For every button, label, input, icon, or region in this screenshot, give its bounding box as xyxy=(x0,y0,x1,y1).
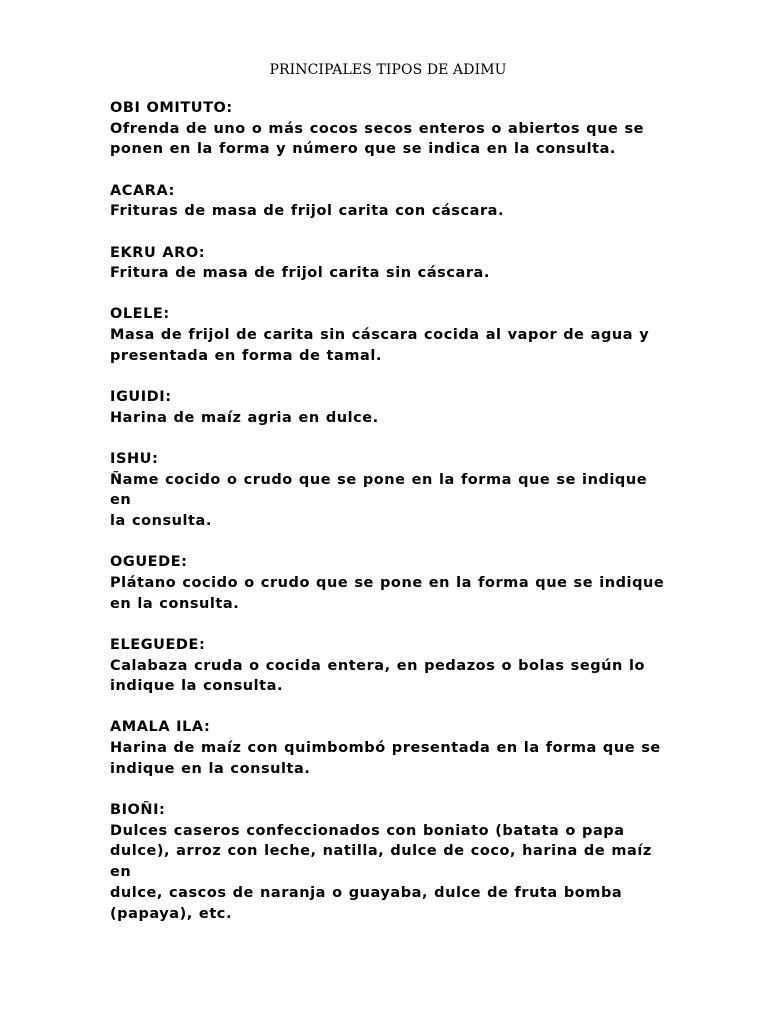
entry-definition: Plátano cocido o crudo que se pone en la forma que se indique en la consulta. xyxy=(110,574,665,612)
entry-term: IGUIDI: xyxy=(110,389,172,406)
entry-obi-omituto xyxy=(110,98,670,160)
entry-eleguede xyxy=(110,635,670,697)
entry-olele xyxy=(110,304,670,366)
entry-term: ELEGUEDE: xyxy=(110,636,206,653)
entry-ekru-aro xyxy=(110,243,670,284)
entry-acara xyxy=(110,181,670,222)
entry-term: BIOÑI: xyxy=(110,802,166,819)
entry-ishu xyxy=(110,449,670,532)
entry-term: OBI OMITUTO: xyxy=(110,100,233,116)
document-title: PRINCIPALES TIPOS DE ADIMU xyxy=(269,62,507,78)
entry-definition: Frituras de masa de frijol carita con cáscara. xyxy=(110,203,505,220)
entry-amala-ila xyxy=(110,717,670,779)
entry-iguidi xyxy=(110,387,670,428)
entry-oguede xyxy=(110,552,670,614)
entry-definition: Calabaza cruda o cocida entera, en pedazos o bolas según lo indique la consulta. xyxy=(110,657,646,695)
entry-term: ACARA: xyxy=(110,182,175,199)
entry-bioni xyxy=(110,800,670,924)
entry-definition: Ofrenda de uno o más cocos secos enteros o abiertos que se ponen en la forma y número que se indica en la consulta. xyxy=(110,120,645,158)
entry-term: EKRU ARO: xyxy=(110,244,206,261)
entry-term: OLELE: xyxy=(110,306,170,323)
entry-term: ISHU: xyxy=(110,450,159,467)
entry-definition: Harina de maíz con quimbombó presentada en la forma que se indique en la consulta. xyxy=(110,740,661,777)
entry-definition: Harina de maíz agria en dulce. xyxy=(110,409,379,426)
entry-definition: Ñame cocido o crudo que se pone en la forma que se indique en la consulta. xyxy=(110,471,648,530)
entry-term: OGUEDE: xyxy=(110,554,188,571)
entry-term: AMALA ILA: xyxy=(110,719,211,736)
entry-definition: Fritura de masa de frijol carita sin cáscara. xyxy=(110,265,490,282)
entry-list xyxy=(110,98,670,945)
entry-definition: Dulces caseros confeccionados con boniato (batata o papa dulce), arroz con leche, natilla, dulce de coco, harina de maíz en dulce, cascos de naranja o guayaba, dulce de fruta bomba (papaya), etc. xyxy=(110,822,652,922)
entry-definition: Masa de frijol de carita sin cáscara cocida al vapor de agua y presentada en forma de tamal. xyxy=(110,327,650,364)
